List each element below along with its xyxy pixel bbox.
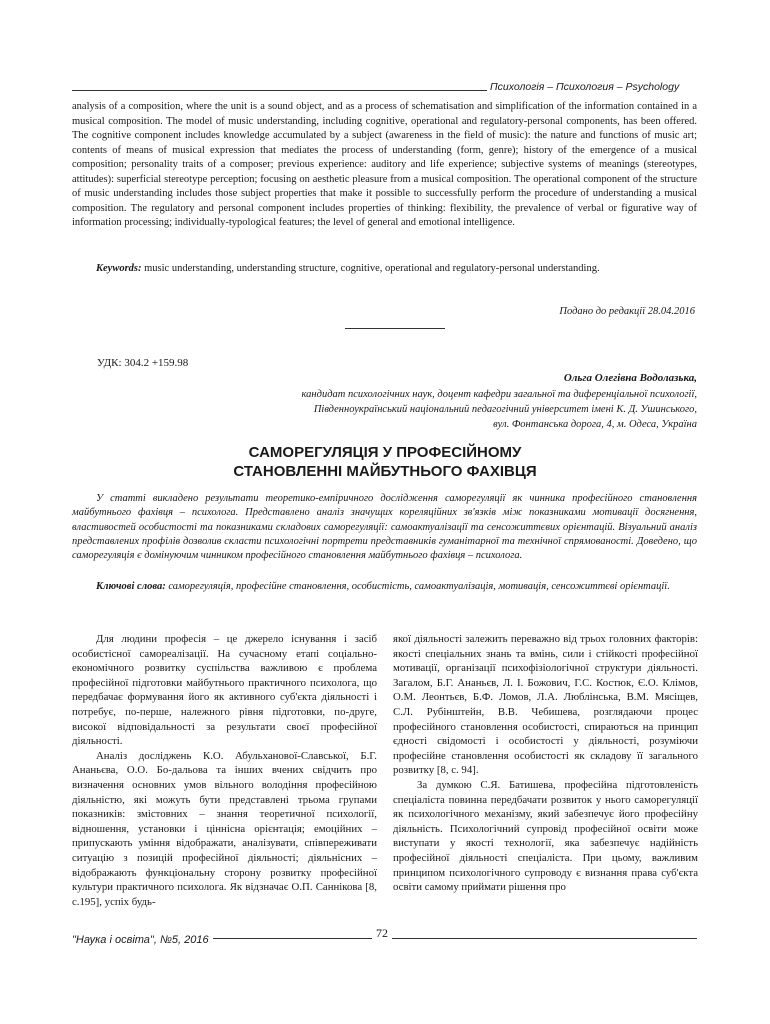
submission-date: Подано до редакції 28.04.2016 [559, 306, 695, 317]
body-column-left [72, 632, 377, 909]
author-affiliation-address: вул. Фонтанська дорога, 4, м. Одеса, Україна [493, 419, 697, 430]
body-paragraph: За думкою С.Я. Батишева, професійна підготовленість спеціаліста повинна передбачати розвиток у нього саморегуляції як психологічного механізму, який забезпечує його професійну діяльність. Психологічний супровід професійної освіти може виступати у якості технології, яка забезпечує надійність професійної діяльності спеціаліста. При цьому, важливим принципом психологічного супроводу є визнання права суб'єкта освіти самому приймати рішення про [393, 778, 698, 894]
article-title-line1: САМОРЕГУЛЯЦІЯ У ПРОФЕСІЙНОМУ [248, 444, 522, 461]
article-title-line2: СТАНОВЛЕННІ МАЙБУТНЬОГО ФАХІВЦЯ [233, 463, 537, 480]
keywords-ukrainian [72, 580, 697, 594]
abstract-ukrainian: У статті викладено результати теоретико-емпіричного дослідження саморегуляції як чинника професійного становлення майбутнього фахівця – психолога. Представлено аналіз значущих кореляційних зв'язків між показниками мотивації досягнення, властивостей особистості та показниками складових саморегуляції: самоактуалізації та сенсожиттєвих орієнтацій. Візуальний аналіз представлених профілів дозволив скласти психологічні портрети представників гуманітарної та технічної спрямованості. Доведено, що саморегуляція є домінуючим чинником професійного становлення майбутнього фахівця – психолога. [72, 493, 697, 562]
article-title [150, 443, 620, 481]
keywords-english-list: music understanding, understanding structure, cognitive, operational and regulatory-personal understanding. [144, 263, 600, 274]
body-paragraph: якої діяльності залежить переважно від трьох головних факторів: якості спеціальних знань та вмінь, сили і стійкості професійної мотивації, організації психофізіологічної структури діяльності. Загалом, Б.Г. Ананьєв, Л. І. Божович, Г.С. Костюк, Є.О. Клімов, О.М. Леонтьєв, Б.Ф. Ломов, Л.А. Люблінська, В.М. Мясіщев, С.Л. Рубінштейн, В.В. Чебишева, розглядаючи процес професійного становлення особистості, спираються на принцип єдності свідомості і особистості у діяльності, розуміючи професійне становлення особистості як складову її загального розвитку [8, с. 94]. [393, 633, 698, 777]
keywords-ukrainian-label: Ключові слова: [96, 581, 166, 592]
section-divider [345, 328, 445, 329]
footer-journal-citation: "Наука і освіта", №5, 2016 [72, 934, 213, 946]
body-column-right [393, 632, 698, 895]
running-header: Психологія – Психология – Psychology [490, 81, 680, 93]
keywords-ukrainian-list: саморегуляція, професійне становлення, особистість, самоактуалізація, мотивація, сенсожиттєві орієнтації. [168, 581, 670, 592]
author-affiliation-university: Південноукраїнський національний педагогічний університет імені К. Д. Ушинського, [313, 404, 697, 415]
page-number: 72 [372, 926, 392, 941]
header-rule [72, 90, 487, 91]
abstract-english: analysis of a composition, where the unit is a sound object, and as a process of schematisation and simplification of the information contained in a musical composition. The model of music understanding, including cognitive, operational and regulatory-personal components, has been offered. The cognitive component includes knowledge accumulated by a subject (awareness in the field of music): the nature and functions of music art; contents of means of musical expression that mediates the process of understanding (form, genre); history of the emergence of a musical composition; personality traits of a composer; previous experience: auditory and life experience; subjective systems of meanings (stereotypes, attitudes): superficial stereotype perception; focusing on aesthetic pleasure from a musical composition. The operational component of the structure of music understanding includes those subject properties that make it possible to successfully perform the procedure of understanding a musical composition. The regulatory and personal component includes properties of thinking: flexibility, the prevalence of verbal or figurative way of information processing; individually-typological features; the level of general and emotional intelligence. [72, 101, 697, 228]
keywords-english [72, 262, 697, 277]
body-paragraph: Аналіз досліджень К.О. Абульханової-Славської, Б.Г. Ананьєва, О.О. Бо-дальова та інших вчених свідчить про визначення основних умов вільного володіння професійною діяльністю, які можуть бути представлені трьома групами показників: змістовних – знання теоретичної психології, відношення, установки і ціннісна орієнтація; емоційних – припускають уміння відображати, аналізувати, співпереживати ситуацію з позицій професійної діяльності; діяльнісних – відображають функціональну сторону розвитку професійної культури практичного психолога. Як відзначає О.П. Саннікова [8, с.195], успіх будь- [72, 749, 377, 908]
author-name: Ольга Олегівна Водолазька, [563, 372, 697, 384]
keywords-english-label: Keywords: [96, 263, 142, 274]
body-paragraph: Для людини професія – це джерело існування і засіб особистісної самореалізації. На сучасному етапі соціально-економічного розвитку суспільства важливою є проблема професійної підготовки майбутнього практичного психолога, що передбачає формування його як активного суб'єкта діяльності і потребує, по-перше, належного рівня підготовки, по-друге, високої відповідальності за результати своєї професійної діяльності. [72, 633, 377, 748]
author-affiliation-position: кандидат психологічних наук, доцент кафедри загальної та диференціальної психології, [301, 389, 697, 400]
udk-code: УДК: 304.2 +159.98 [97, 357, 189, 369]
